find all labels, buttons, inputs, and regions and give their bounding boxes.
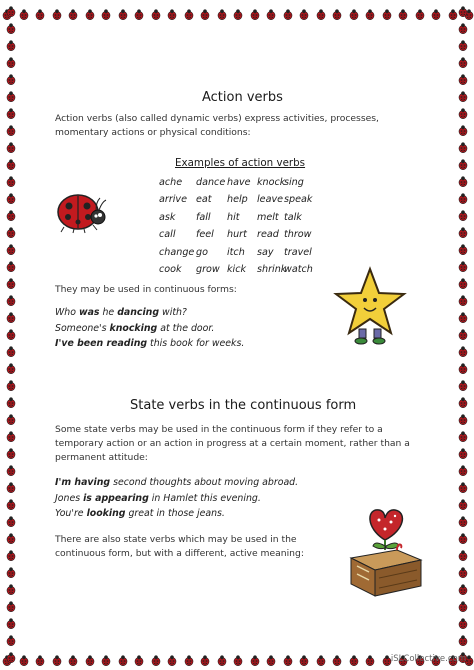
ladybug-icon xyxy=(316,5,326,16)
ladybug-icon xyxy=(35,651,45,662)
ladybug-icon xyxy=(332,5,342,16)
ladybug-icon xyxy=(6,495,16,506)
ladybug-icon xyxy=(458,512,468,523)
ladybug-icon xyxy=(6,614,16,625)
ladybug-icon xyxy=(184,5,194,16)
state-line-1: Some state verbs may be used in the continuous form if they refer to a xyxy=(55,424,383,435)
ladybug-icon xyxy=(458,172,468,183)
ladybug-icon xyxy=(458,529,468,540)
ladybug-icon xyxy=(217,651,227,662)
example-sentence: Who was he dancing with? xyxy=(55,307,187,318)
ladybug-icon xyxy=(458,376,468,387)
ladybug-icon xyxy=(458,342,468,353)
ladybug-icon xyxy=(458,495,468,506)
example-sentence: I'm having second thoughts about moving abroad. xyxy=(55,477,299,488)
intro-line-2: momentary actions or physical conditions: xyxy=(55,127,251,138)
verb-cell: grow xyxy=(196,263,220,275)
ladybug-icon xyxy=(316,651,326,662)
ladybug-icon xyxy=(283,651,293,662)
ladybug-icon xyxy=(6,580,16,591)
ladybug-icon xyxy=(6,393,16,404)
section-title-state-verbs: State verbs in the continuous form xyxy=(130,398,357,413)
verb-cell: eat xyxy=(196,194,212,206)
ladybug-icon xyxy=(458,87,468,98)
ladybug-icon xyxy=(458,597,468,608)
ladybug-icon xyxy=(6,444,16,455)
ladybug-icon xyxy=(6,87,16,98)
verb-cell: sing xyxy=(284,177,304,188)
ladybug-icon xyxy=(458,359,468,370)
ladybug-icon xyxy=(6,597,16,608)
verb-cell: say xyxy=(257,246,274,258)
ladybug-icon xyxy=(365,5,375,16)
ladybug-icon xyxy=(349,5,359,16)
ladybug-icon xyxy=(458,240,468,251)
verb-row xyxy=(159,264,329,281)
ladybug-icon xyxy=(415,5,425,16)
verb-cell: cook xyxy=(159,263,182,275)
ladybug-icon xyxy=(299,651,309,662)
ladybug-icon xyxy=(184,651,194,662)
state-paragraph xyxy=(55,423,440,465)
ladybug-icon xyxy=(6,36,16,47)
ladybug-icon xyxy=(19,651,29,662)
ladybug-icon xyxy=(151,5,161,16)
verb-row xyxy=(159,212,329,229)
ladybug-icon xyxy=(200,651,210,662)
state-line-2: temporary action or an action in progress at a certain moment, rather than a xyxy=(55,438,410,449)
ladybug-icon xyxy=(458,631,468,642)
verb-cell: talk xyxy=(284,211,302,223)
ladybug-icon xyxy=(85,5,95,16)
ladybug-icon xyxy=(266,651,276,662)
books-with-heart-illustration xyxy=(345,500,427,600)
ladybug-icon xyxy=(101,5,111,16)
ladybug-icon xyxy=(458,121,468,132)
ladybug-icon xyxy=(332,651,342,662)
ladybug-icon xyxy=(458,2,468,13)
verb-cell: feel xyxy=(196,229,214,241)
ladybug-border-top xyxy=(0,4,474,18)
verb-examples-grid xyxy=(159,177,329,281)
verb-cell: kick xyxy=(227,263,247,275)
also-line-2: continuous form, but with a different, active meaning: xyxy=(55,548,304,559)
ladybug-icon xyxy=(6,359,16,370)
verb-cell: have xyxy=(227,177,251,188)
ladybug-icon xyxy=(283,5,293,16)
ladybug-icon xyxy=(6,376,16,387)
ladybug-icon xyxy=(6,546,16,557)
verb-cell: read xyxy=(257,229,279,241)
verb-cell: travel xyxy=(284,246,312,258)
ladybug-icon xyxy=(458,410,468,421)
ladybug-icon xyxy=(365,651,375,662)
verb-cell: shrink xyxy=(257,263,287,275)
ladybug-icon xyxy=(6,206,16,217)
smiling-star-illustration xyxy=(330,265,408,347)
ladybug-icon xyxy=(6,325,16,336)
verb-cell: go xyxy=(196,246,208,258)
ladybug-icon xyxy=(458,223,468,234)
ladybug-icon xyxy=(217,5,227,16)
ladybug-icon xyxy=(167,651,177,662)
ladybug-icon xyxy=(458,70,468,81)
ladybug-icon xyxy=(6,478,16,489)
ladybug-icon xyxy=(458,614,468,625)
ladybug-icon xyxy=(19,5,29,16)
ladybug-icon xyxy=(458,206,468,217)
ladybug-icon xyxy=(6,223,16,234)
ladybug-icon xyxy=(431,5,441,16)
ladybug-icon xyxy=(6,70,16,81)
ladybug-icon xyxy=(6,121,16,132)
verb-cell: dance xyxy=(196,177,226,188)
also-line-1: There are also state verbs which may be used in the xyxy=(55,534,297,545)
ladybug-illustration xyxy=(54,186,110,234)
ladybug-border-right xyxy=(456,0,470,670)
ladybug-icon xyxy=(458,189,468,200)
verb-cell: leave xyxy=(257,194,284,206)
ladybug-icon xyxy=(6,631,16,642)
ladybug-icon xyxy=(299,5,309,16)
verb-cell: throw xyxy=(284,229,312,241)
ladybug-icon xyxy=(118,5,128,16)
ladybug-icon xyxy=(6,291,16,302)
ladybug-icon xyxy=(458,257,468,268)
ladybug-icon xyxy=(6,512,16,523)
verb-row xyxy=(159,229,329,246)
ladybug-icon xyxy=(6,410,16,421)
ladybug-icon xyxy=(458,138,468,149)
ladybug-icon xyxy=(68,5,78,16)
ladybug-icon xyxy=(6,189,16,200)
state-examples xyxy=(55,475,315,522)
also-paragraph xyxy=(55,533,315,561)
ladybug-icon xyxy=(6,257,16,268)
ladybug-icon xyxy=(6,53,16,64)
verb-cell: hurt xyxy=(227,229,247,241)
verb-cell: change xyxy=(159,246,195,258)
ladybug-icon xyxy=(6,240,16,251)
ladybug-icon xyxy=(398,5,408,16)
ladybug-icon xyxy=(134,5,144,16)
ladybug-icon xyxy=(118,651,128,662)
verb-cell: ask xyxy=(159,211,176,223)
verb-cell: call xyxy=(159,229,176,241)
ladybug-icon xyxy=(6,19,16,30)
verb-cell: hit xyxy=(227,211,240,223)
verb-cell: itch xyxy=(227,246,245,258)
ladybug-icon xyxy=(6,308,16,319)
verb-row xyxy=(159,177,329,194)
ladybug-icon xyxy=(382,5,392,16)
ladybug-icon xyxy=(458,104,468,115)
example-sentence: I've been reading this book for weeks. xyxy=(55,338,245,349)
ladybug-icon xyxy=(458,325,468,336)
ladybug-icon xyxy=(458,580,468,591)
ladybug-icon xyxy=(458,308,468,319)
site-footer-watermark: iSLCollective.com xyxy=(390,654,466,664)
verb-cell: watch xyxy=(284,263,313,275)
ladybug-icon xyxy=(266,5,276,16)
example-sentence: You're looking great in those jeans. xyxy=(55,508,225,519)
ladybug-icon xyxy=(458,563,468,574)
verb-cell: help xyxy=(227,194,248,206)
ladybug-icon xyxy=(85,651,95,662)
ladybug-icon xyxy=(458,546,468,557)
ladybug-icon xyxy=(6,104,16,115)
ladybug-icon xyxy=(167,5,177,16)
ladybug-icon xyxy=(458,478,468,489)
ladybug-icon xyxy=(6,172,16,183)
verb-cell: arrive xyxy=(159,194,188,206)
ladybug-icon xyxy=(349,651,359,662)
ladybug-icon xyxy=(458,19,468,30)
worksheet-page xyxy=(30,30,444,635)
ladybug-icon xyxy=(6,2,16,13)
ladybug-icon xyxy=(6,648,16,659)
ladybug-icon xyxy=(151,651,161,662)
continuous-examples xyxy=(55,305,305,352)
state-line-3: permanent attitude: xyxy=(55,452,148,463)
ladybug-icon xyxy=(458,36,468,47)
ladybug-icon xyxy=(233,651,243,662)
ladybug-icon xyxy=(52,5,62,16)
example-sentence: Jones is appearing in Hamlet this evening. xyxy=(55,492,261,504)
ladybug-icon xyxy=(6,342,16,353)
ladybug-icon xyxy=(458,291,468,302)
ladybug-icon xyxy=(6,461,16,472)
ladybug-icon xyxy=(6,274,16,285)
intro-line-1: Action verbs (also called dynamic verbs) express activities, processes, xyxy=(55,113,379,124)
intro-paragraph xyxy=(55,112,435,140)
verb-cell: speak xyxy=(284,194,313,206)
examples-title: Examples of action verbs xyxy=(175,157,306,169)
ladybug-icon xyxy=(458,427,468,438)
ladybug-icon xyxy=(6,138,16,149)
ladybug-icon xyxy=(52,651,62,662)
verb-cell: ache xyxy=(159,177,183,188)
verb-cell: fall xyxy=(196,211,211,223)
ladybug-icon xyxy=(250,651,260,662)
ladybug-icon xyxy=(458,155,468,166)
ladybug-icon xyxy=(68,651,78,662)
ladybug-border-left xyxy=(4,0,18,670)
section-title-action-verbs: Action verbs xyxy=(202,90,283,105)
verb-cell: melt xyxy=(257,211,279,223)
ladybug-icon xyxy=(6,563,16,574)
ladybug-icon xyxy=(458,393,468,404)
ladybug-icon xyxy=(6,155,16,166)
ladybug-icon xyxy=(458,461,468,472)
ladybug-icon xyxy=(134,651,144,662)
continuous-intro: They may be used in continuous forms: xyxy=(55,284,237,295)
ladybug-icon xyxy=(200,5,210,16)
ladybug-icon xyxy=(458,444,468,455)
verb-row xyxy=(159,194,329,211)
ladybug-icon xyxy=(101,651,111,662)
ladybug-icon xyxy=(6,529,16,540)
example-sentence: Someone's knocking at the door. xyxy=(55,322,215,334)
ladybug-icon xyxy=(6,427,16,438)
ladybug-icon xyxy=(458,53,468,64)
verb-row xyxy=(159,247,329,264)
ladybug-icon xyxy=(458,274,468,285)
verb-cell: knock xyxy=(257,177,286,188)
ladybug-icon xyxy=(35,5,45,16)
ladybug-icon xyxy=(233,5,243,16)
ladybug-icon xyxy=(250,5,260,16)
